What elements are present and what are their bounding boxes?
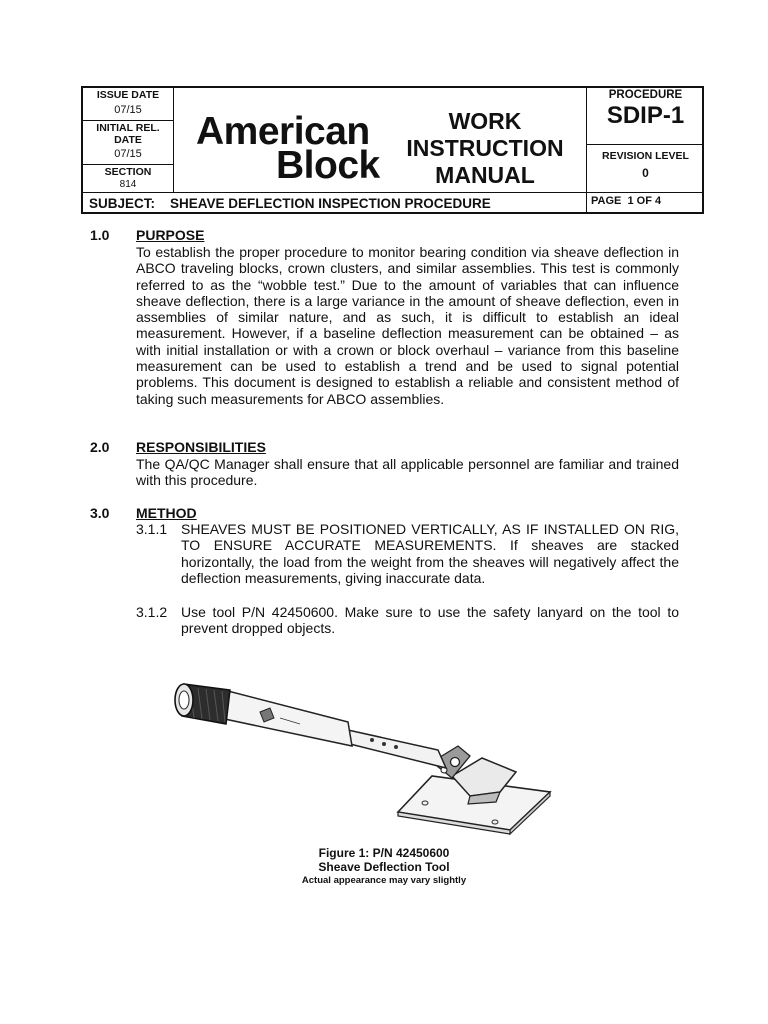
issue-date-cell — [83, 88, 173, 120]
document-header — [81, 86, 704, 214]
purpose-paragraph: To establish the proper procedure to monitor bearing condition via sheave deflection in ABCO traveling blocks, crown clusters, and similar assemblies. This test is commonly referred to as the “wobble test.” Due to the amount of variables that can influence sheave deflection, there is a large variance in the amount of sheave deflection, even in assemblies of similar nature, and as such, it is difficult to establish an ideal measurement. However, if a baseline deflection measurement can be obtained – as with initial installation or with a crown or block overhaul – variance from this baseline measurement can be used to establish a trend and be used to signal potential problems. This document is designed to establish a reliable and consistent method of taking such measurements for ABCO assemblies. — [136, 244, 679, 407]
revision-label: REVISION LEVEL — [602, 150, 689, 162]
header-divider — [173, 88, 174, 192]
section-title-method: METHOD — [136, 505, 197, 521]
procedure-value: SDIP-1 — [606, 102, 685, 129]
subsection-number: 3.1.2 — [136, 604, 168, 620]
initial-release-cell — [83, 121, 173, 164]
section-title-purpose: PURPOSE — [136, 227, 205, 243]
header-divider — [83, 192, 704, 193]
manual-title — [393, 108, 577, 189]
section-number: 1.0 — [90, 227, 110, 243]
figure-caption-subtitle: Sheave Deflection Tool — [318, 860, 450, 874]
page-indicator: PAGE 1 OF 4 — [591, 195, 662, 207]
issue-date-value: 07/15 — [114, 104, 142, 116]
issue-date-label: ISSUE DATE — [96, 89, 160, 101]
section-number: 2.0 — [90, 439, 110, 455]
section-number: 3.0 — [90, 505, 110, 521]
revision-cell — [587, 145, 704, 192]
manual-title-line: INSTRUCTION — [406, 135, 564, 161]
company-logo: American — [196, 110, 370, 153]
company-logo: Block — [276, 144, 380, 187]
subsection-paragraph: SHEAVES MUST BE POSITIONED VERTICALLY, AS IF INSTALLED ON RIG, TO ENSURE ACCURATE MEASUREMENTS. If sheaves are stacked horizontally, the load from the weight from the sheaves will negatively affect the deflection measurements, giving inaccurate data. — [181, 521, 679, 586]
subject-line: SUBJECT: SHEAVE DEFLECTION INSPECTION PROCEDURE — [89, 196, 491, 211]
figure-caption-note: Actual appearance may vary slightly — [301, 875, 467, 886]
section-title-responsibilities: RESPONSIBILITIES — [136, 439, 266, 455]
section-value: 814 — [119, 179, 137, 190]
sheave-deflection-tool-image — [170, 660, 600, 840]
subsection-paragraph: Use tool P/N 42450600. Make sure to use the safety lanyard on the tool to prevent dropped objects. — [181, 604, 679, 637]
initial-release-label: DATE — [114, 134, 142, 146]
figure-caption-title: Figure 1: P/N 42450600 — [318, 846, 450, 860]
section-cell — [83, 165, 173, 192]
revision-value: 0 — [642, 166, 649, 180]
initial-release-value: 07/15 — [114, 148, 142, 160]
manual-title-line: WORK — [448, 108, 522, 134]
initial-release-label: INITIAL REL. — [96, 122, 160, 134]
subsection-number: 3.1.1 — [136, 521, 168, 537]
section-label: SECTION — [104, 166, 152, 178]
manual-title-line: MANUAL — [435, 162, 535, 188]
responsibilities-paragraph: The QA/QC Manager shall ensure that all applicable personnel are familiar and trained with this procedure. — [136, 456, 679, 489]
procedure-cell — [587, 88, 704, 144]
procedure-label: PROCEDURE — [608, 89, 683, 101]
